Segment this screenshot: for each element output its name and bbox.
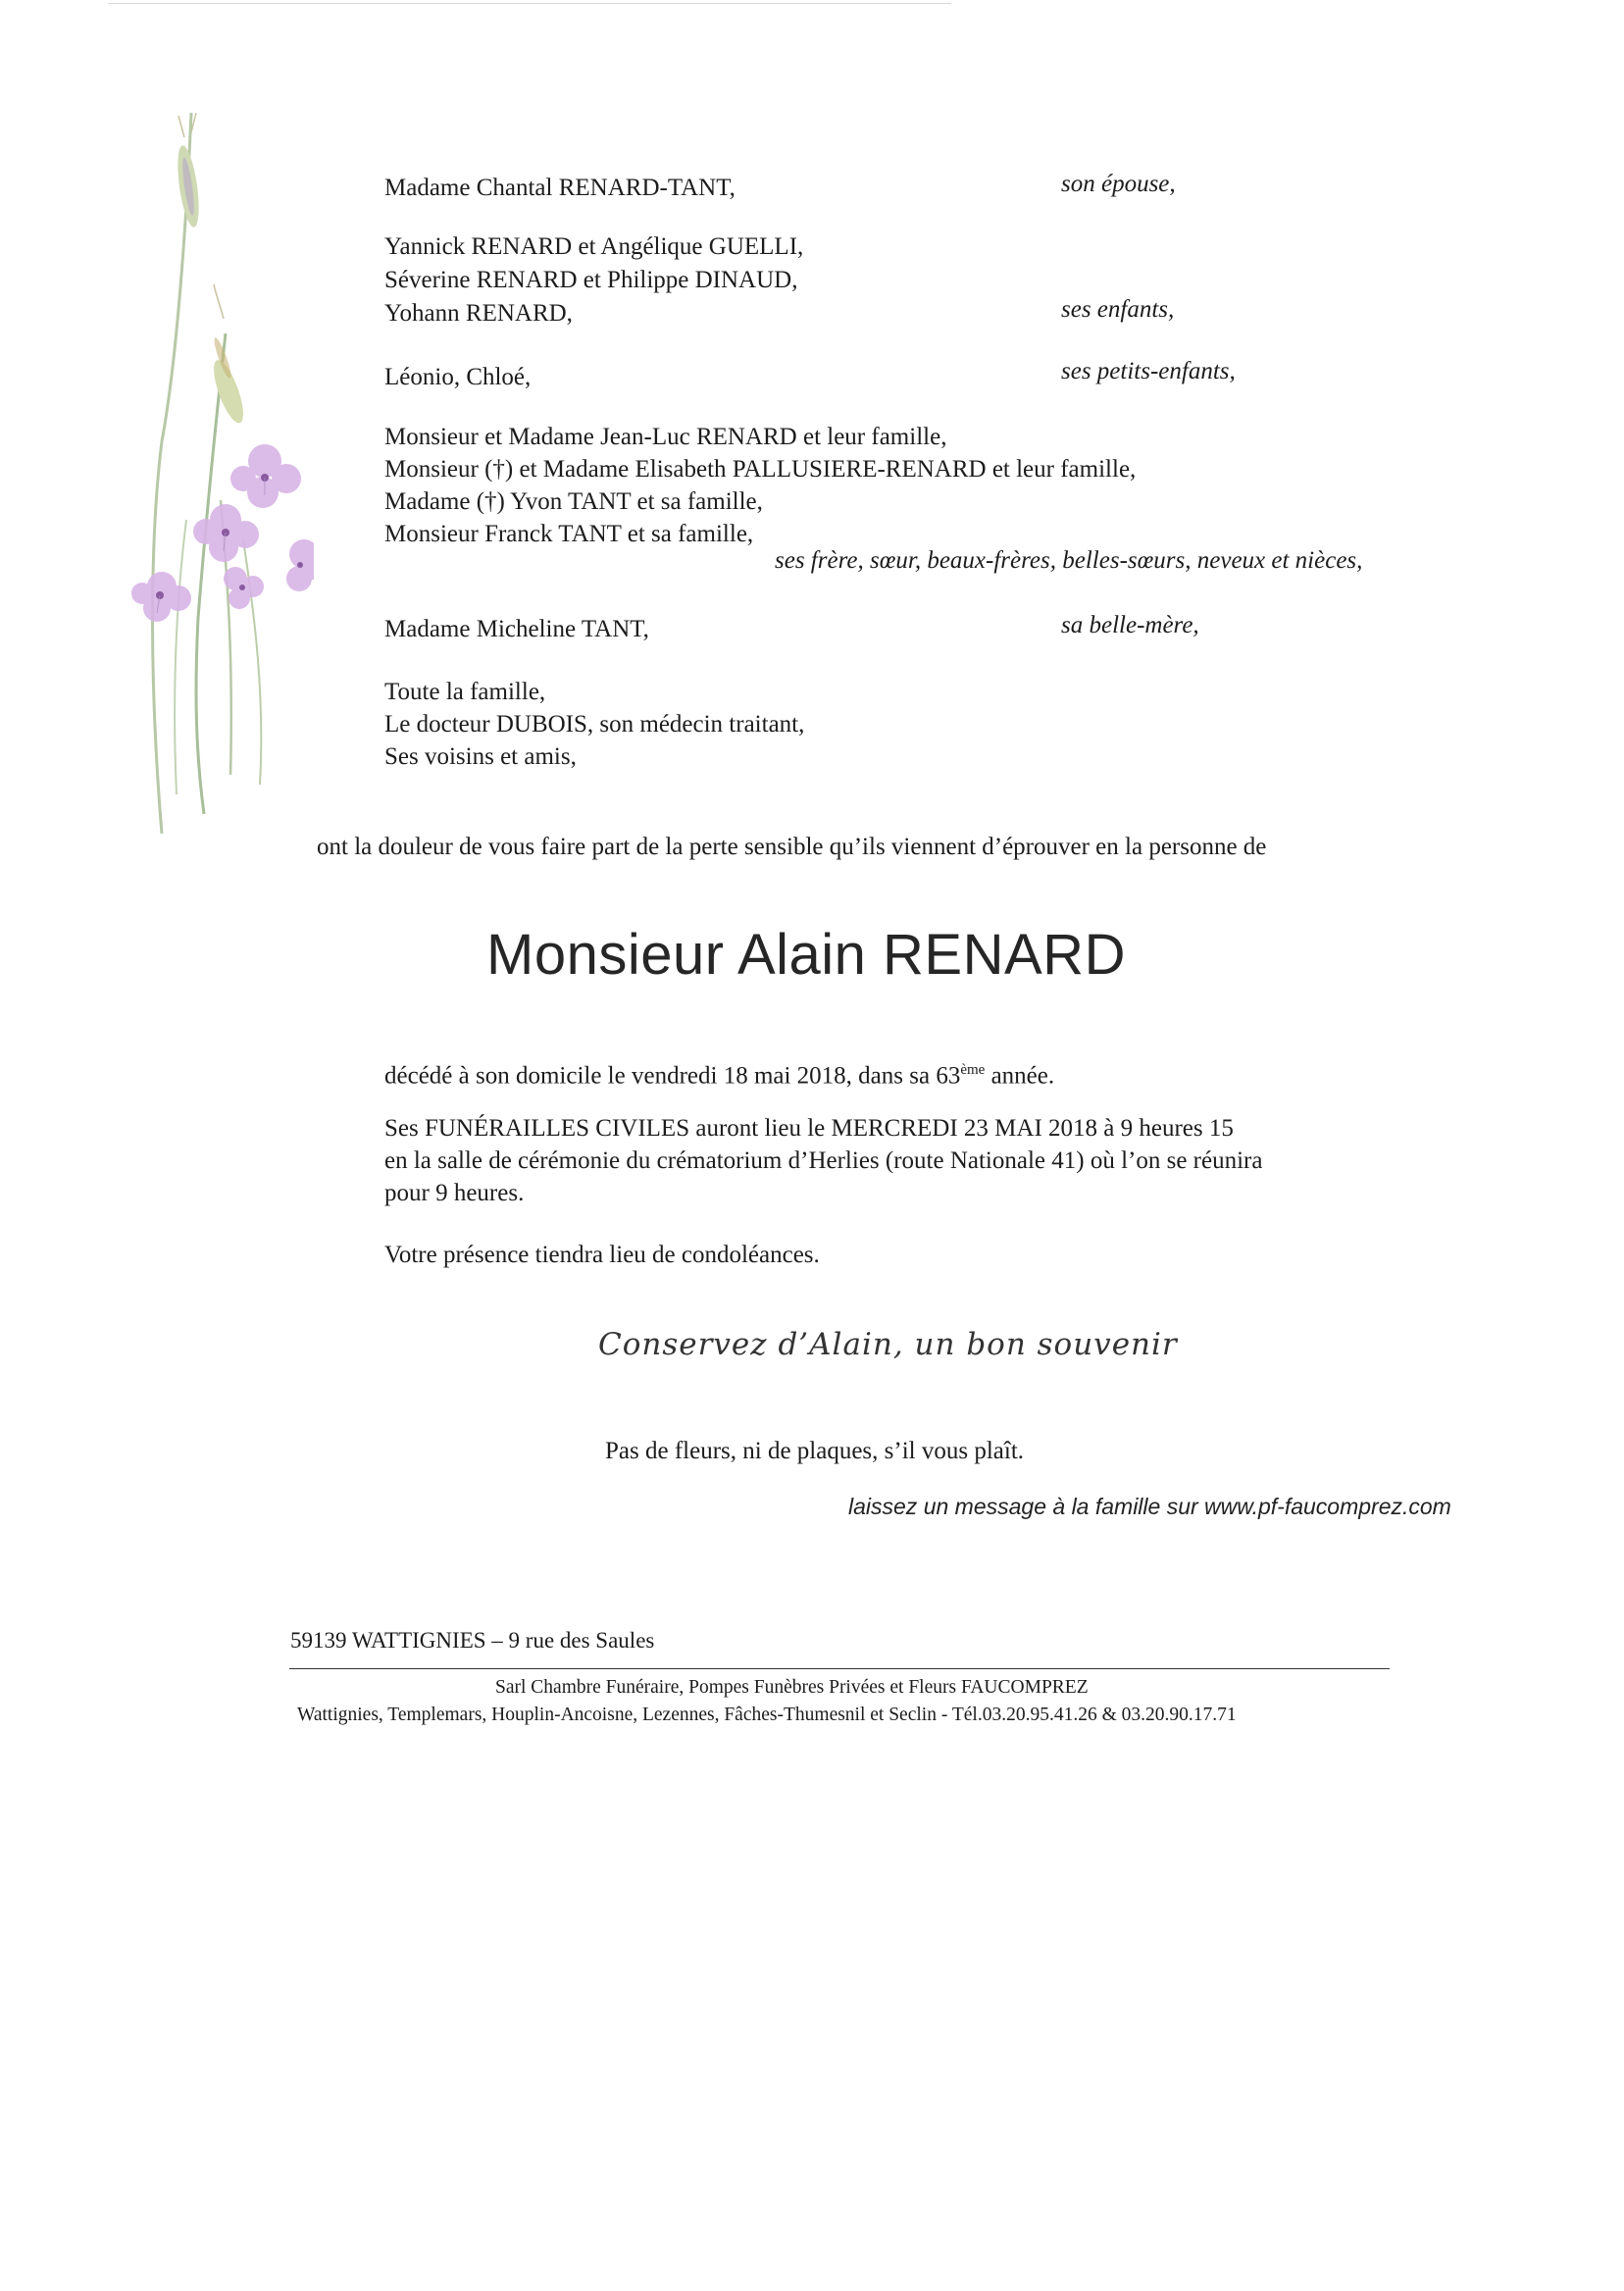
deceased-name: Monsieur Alain RENARD bbox=[486, 923, 1126, 987]
family-relation: ses petits-enfants, bbox=[1061, 358, 1236, 384]
memory-script: Conservez d’Alain, un bon souvenir bbox=[598, 1327, 1178, 1362]
footer-divider bbox=[289, 1668, 1390, 1669]
website-message: laissez un message à la famille sur www.pf-faucomprez.com bbox=[848, 1494, 1451, 1519]
no-flowers-note: Pas de fleurs, ni de plaques, s’il vous plaît. bbox=[605, 1438, 1025, 1464]
funeral-line: Ses FUNÉRAILLES CIVILES auront lieu le MERCREDI 23 MAI 2018 à 9 heures 15 bbox=[384, 1115, 1234, 1142]
violet-flowers-illustration bbox=[118, 108, 314, 853]
condolences: Votre présence tiendra lieu de condoléances. bbox=[384, 1242, 820, 1268]
family-name-line: Madame Chantal RENARD-TANT, bbox=[384, 175, 736, 201]
funeral-line: en la salle de cérémonie du crématorium d’Herlies (route Nationale 41) où l’on se réunira bbox=[384, 1147, 1263, 1174]
address: 59139 WATTIGNIES – 9 rue des Saules bbox=[290, 1628, 655, 1653]
family-relation: ses frère, sœur, beaux-frères, belles-sœurs, neveux et nièces, bbox=[775, 547, 1363, 574]
family-name-line: Ses voisins et amis, bbox=[384, 743, 577, 770]
family-name-line: Yohann RENARD, bbox=[384, 300, 573, 327]
death-statement bbox=[384, 1062, 1054, 1090]
death-text-end: année. bbox=[985, 1062, 1055, 1090]
family-name-line: Séverine RENARD et Philippe DINAUD, bbox=[384, 267, 798, 293]
family-name-line: Monsieur Franck TANT et sa famille, bbox=[384, 521, 754, 547]
family-name-line: Yannick RENARD et Angélique GUELLI, bbox=[384, 233, 804, 260]
death-text: décédé à son domicile le vendredi 18 mai 2018, dans sa 63 bbox=[384, 1062, 961, 1090]
family-relation: ses enfants, bbox=[1061, 296, 1175, 323]
family-relation: sa belle-mère, bbox=[1061, 612, 1199, 638]
announcement: ont la douleur de vous faire part de la perte sensible qu’ils viennent d’éprouver en la personne de bbox=[317, 834, 1267, 860]
funeral-home-name: Sarl Chambre Funéraire, Pompes Funèbres Privées et Fleurs FAUCOMPREZ bbox=[495, 1677, 1089, 1698]
family-name-line: Toute la famille, bbox=[384, 679, 546, 705]
family-name-line: Madame Micheline TANT, bbox=[384, 616, 649, 642]
family-name-line: Monsieur (†) et Madame Elisabeth PALLUSIERE-RENARD et leur famille, bbox=[384, 456, 1137, 483]
scan-artifact bbox=[108, 3, 951, 4]
death-superscript: ème bbox=[960, 1062, 986, 1078]
family-name-line: Madame (†) Yvon TANT et sa famille, bbox=[384, 488, 763, 515]
family-relation: son épouse, bbox=[1061, 171, 1176, 197]
funeral-home-contact: Wattignies, Templemars, Houplin-Ancoisne, Lezennes, Fâches-Thumesnil et Seclin - Tél.03.20.95.41.26 & 03.20.90.17.71 bbox=[297, 1705, 1237, 1725]
family-name-line: Léonio, Chloé, bbox=[384, 364, 532, 390]
family-name-line: Le docteur DUBOIS, son médecin traitant, bbox=[384, 711, 805, 738]
family-name-line: Monsieur et Madame Jean-Luc RENARD et leur famille, bbox=[384, 424, 947, 450]
funeral-line: pour 9 heures. bbox=[384, 1180, 525, 1206]
